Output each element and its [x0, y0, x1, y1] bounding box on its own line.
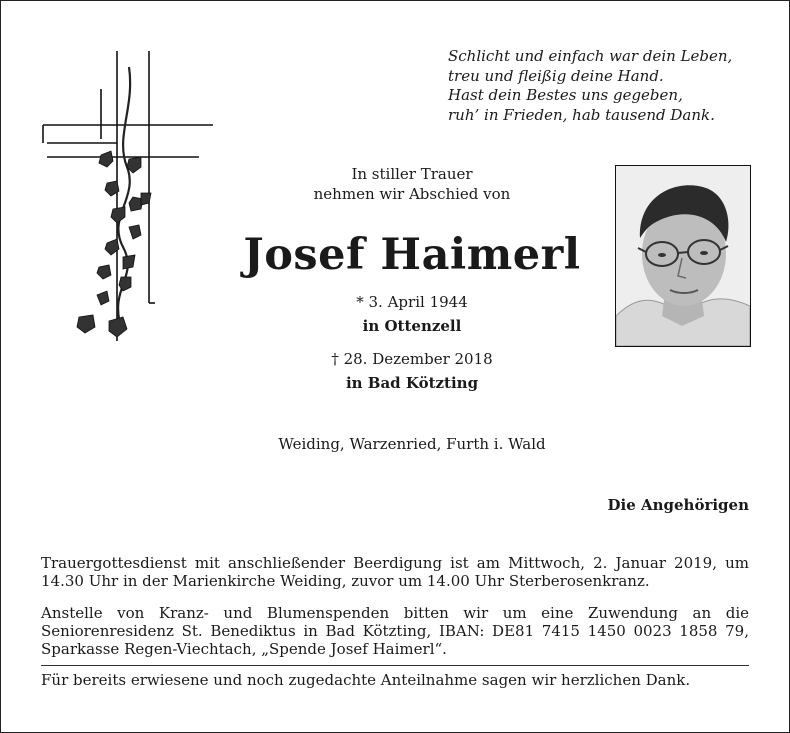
poem-line: treu und fleißig deine Hand. — [448, 66, 664, 85]
deceased-name: Josef Haimerl — [243, 230, 581, 280]
thanks-text: Für bereits erwiesene und noch zugedachte Anteilnahme sagen wir herzlichen Dank. — [41, 671, 691, 689]
intro-text — [191, 164, 633, 204]
towns-line: Weiding, Warzenried, Furth i. Wald — [278, 435, 546, 453]
intro-line-2: nehmen wir Abschied von — [313, 185, 511, 203]
intro-line-1: In stiller Trauer — [351, 165, 473, 183]
death-date: † 28. Dezember 2018 — [331, 350, 493, 368]
birth-place: in Ottenzell — [362, 317, 462, 335]
divider — [41, 665, 749, 666]
memorial-poem — [448, 47, 732, 125]
poem-line: ruh’ in Frieden, hab tausend Dank. — [448, 105, 715, 124]
portrait-image — [616, 166, 750, 346]
death-place: in Bad Kötzting — [345, 374, 479, 392]
portrait-photo — [615, 165, 751, 347]
poem-line: Hast dein Bestes uns gegeben, — [448, 86, 683, 104]
mourners-signature: Die Angehörigen — [607, 496, 749, 514]
cross-with-ivy-icon — [37, 47, 217, 347]
birth-date: * 3. April 1944 — [356, 293, 468, 311]
poem-line: Schlicht und einfach war dein Leben, — [448, 47, 733, 65]
funeral-service-text: Trauergottesdienst mit anschließender Beerdigung ist am Mittwoch, 2. Januar 2019, um 14.30 Uhr in der Marienkirche Weiding, zuvor um 14.00 Uhr Sterberosenkranz. — [41, 554, 749, 590]
donation-request-text: Anstelle von Kranz- und Blumenspenden bitten wir um eine Zuwendung an die Seniorenresidenz St. Benediktus in Bad Kötzting, IBAN: DE81 7415 1450 0023 1858 79, Sparkasse Regen-Viechtach, „Spende Josef Haimerl“. — [41, 604, 749, 658]
